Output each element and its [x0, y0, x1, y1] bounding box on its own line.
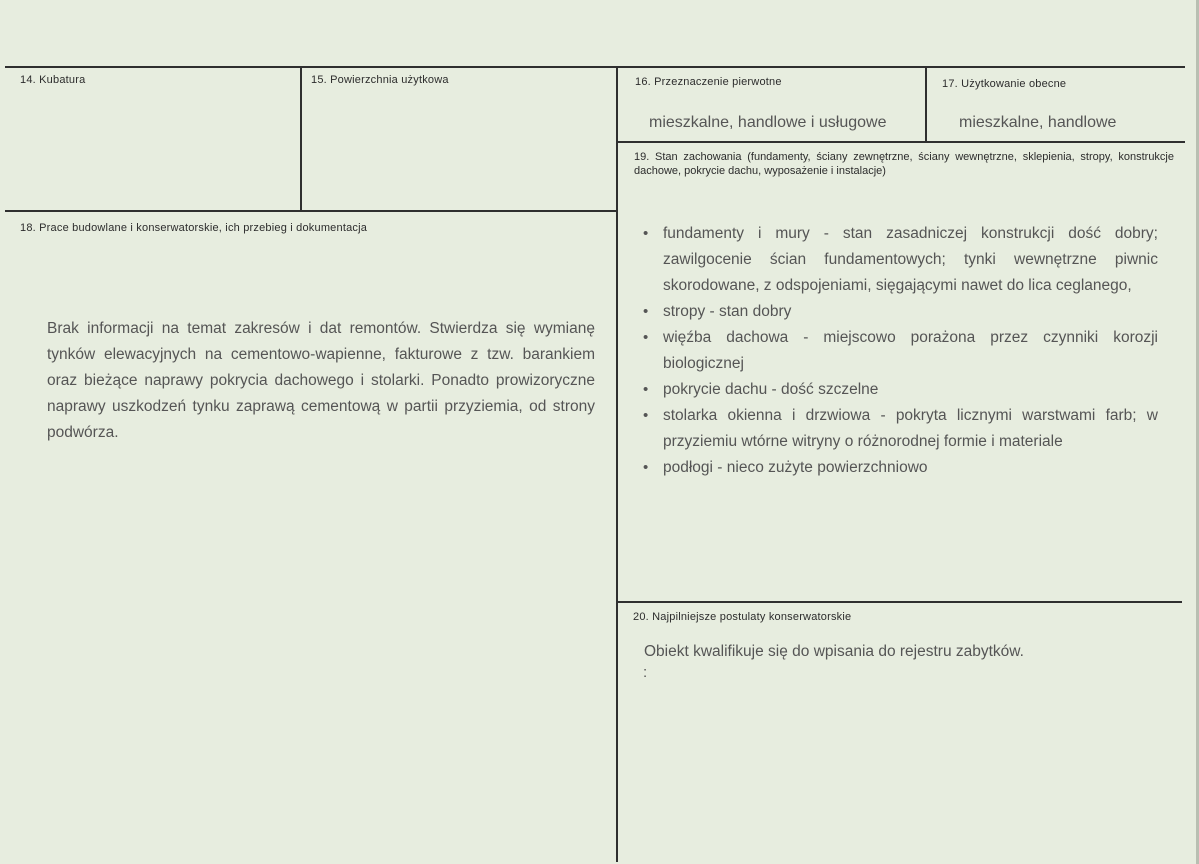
- rule-above-20: [616, 601, 1182, 603]
- field-20-mark: :: [643, 664, 648, 681]
- condition-item: [641, 455, 1158, 481]
- condition-item-text: stropy - stan dobry: [663, 303, 792, 320]
- field-14-label: 14. Kubatura: [20, 74, 86, 86]
- condition-item: [641, 325, 1158, 377]
- condition-item-text: fundamenty i mury - stan zasadniczej konstrukcji dość dobry; zawilgocenie ścian fundamentowych; tynki wewnętrzne piwnic skorodowane, z odspojeniami, sięgającymi nawet do lica ceglanego,: [663, 225, 1158, 294]
- divider-16-17: [925, 66, 927, 142]
- field-17-label: 17. Użytkowanie obecne: [942, 78, 1067, 90]
- bullet-icon: •: [643, 329, 649, 346]
- condition-item-text: pokrycie dachu - dość szczelne: [663, 381, 879, 398]
- field-17-value: mieszkalne, handlowe: [959, 114, 1117, 131]
- field-19-label: 19. Stan zachowania (fundamenty, ściany zewnętrzne, ściany wewnętrzne, sklepienia, stropy, konstrukcje dachowe, pokrycie dachu, wyposażenie i instalacje): [634, 151, 1174, 177]
- divider-left-right: [616, 66, 618, 862]
- field-16-label: 16. Przeznaczenie pierwotne: [635, 76, 782, 88]
- field-15-label: 15. Powierzchnia użytkowa: [311, 74, 449, 86]
- bullet-icon: •: [643, 459, 649, 476]
- condition-item-text: podłogi - nieco zużyte powierzchniowo: [663, 459, 928, 476]
- condition-item: [641, 403, 1158, 455]
- field-19-list: [641, 221, 1158, 481]
- divider-14-15: [300, 66, 302, 210]
- rule-below-14-15: [5, 210, 617, 212]
- field-16-value: mieszkalne, handlowe i usługowe: [649, 114, 887, 131]
- field-18-text: Brak informacji na temat zakresów i dat remontów. Stwierdza się wymianę tynków elewacyjnych na cementowo-wapienne, fakturowe z tzw. barankiem oraz bieżące naprawy pokrycia dachowego i stolarki. Ponadto prowizoryczne naprawy uszkodzeń tynku zaprawą cementową w partii przyziemia, od strony podwórza.: [47, 320, 595, 441]
- bullet-icon: •: [643, 381, 649, 398]
- top-rule: [5, 66, 1185, 68]
- bullet-icon: •: [643, 225, 649, 242]
- bullet-icon: •: [643, 303, 649, 320]
- condition-item: [641, 299, 1158, 325]
- field-20-label: 20. Najpilniejsze postulaty konserwatorskie: [633, 611, 852, 623]
- field-20-text: Obiekt kwalifikuje się do wpisania do rejestru zabytków.: [644, 643, 1024, 660]
- condition-item: [641, 221, 1158, 299]
- bullet-icon: •: [643, 407, 649, 424]
- field-18-label: 18. Prace budowlane i konserwatorskie, ich przebieg i dokumentacja: [20, 222, 368, 234]
- condition-item-text: więźba dachowa - miejscowo porażona przez czynniki korozji biologicznej: [663, 329, 1158, 372]
- condition-item-text: stolarka okienna i drzwiowa - pokryta licznymi warstwami farb; w przyziemiu wtórne witryny o różnorodnej formie i materiale: [663, 407, 1158, 450]
- condition-item: [641, 377, 1158, 403]
- rule-below-16-17: [616, 141, 1185, 143]
